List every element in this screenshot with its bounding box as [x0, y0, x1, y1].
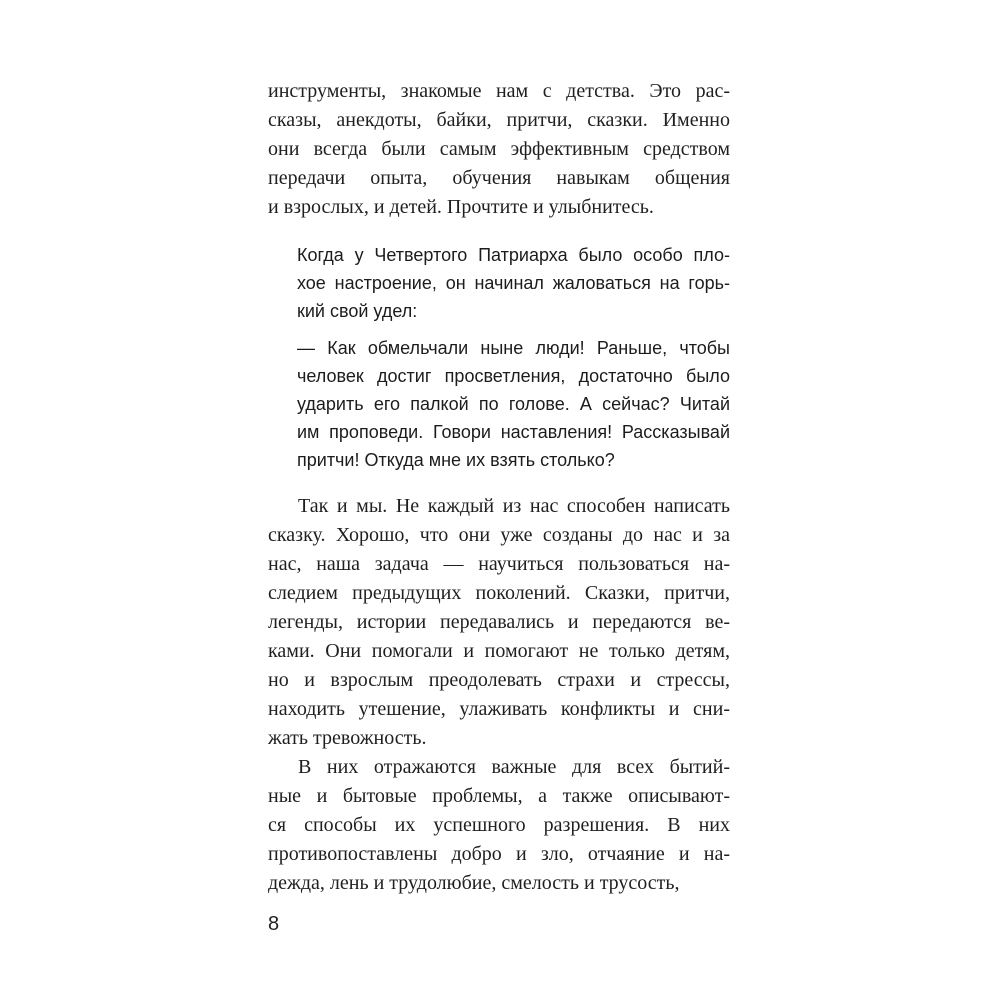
text-line: кий свой удел:	[297, 301, 418, 321]
text-line: В них отражаются важные для всех бытий-	[298, 756, 730, 778]
text-line: следием предыдущих поколений. Сказки, притчи,	[268, 582, 730, 604]
paragraph-quote	[297, 241, 730, 325]
text-line: противопоставлены добро и зло, отчаяние и на-	[268, 843, 730, 865]
text-line: и взрослых, и детей. Прочтите и улыбнитесь.	[268, 196, 654, 218]
text-column	[268, 77, 730, 898]
text-line: Так и мы. Не каждый из нас способен написать	[298, 495, 730, 517]
text-line: передачи опыта, обучения навыкам общения	[268, 167, 730, 189]
text-line: ные и бытовые проблемы, а также описывают-	[268, 785, 730, 807]
text-line: они всегда были самым эффективным средством	[268, 138, 730, 160]
text-line: жать тревожность.	[268, 727, 427, 749]
text-line: ударить его палкой по голове. А сейчас? Читай	[297, 394, 730, 414]
paragraph-quote	[297, 334, 730, 474]
paragraph-body	[268, 77, 730, 222]
text-line: ся способы их успешного разрешения. В них	[268, 814, 730, 836]
text-line: нас, наша задача — научиться пользоваться на-	[268, 553, 730, 575]
paragraph-body	[268, 753, 730, 898]
text-line: им проповеди. Говори наставления! Рассказывай	[297, 422, 730, 442]
text-line: хое настроение, он начинал жаловаться на горь-	[297, 273, 730, 293]
text-line: сказы, анекдоты, байки, притчи, сказки. Именно	[268, 109, 730, 131]
text-line: дежда, лень и трудолюбие, смелость и трусость,	[268, 872, 680, 894]
text-line: сказку. Хорошо, что они уже созданы до нас и за	[268, 524, 730, 546]
text-line: инструменты, знакомые нам с детства. Это рас-	[268, 80, 730, 102]
text-line: человек достиг просветления, достаточно было	[297, 366, 730, 386]
text-line: ками. Они помогали и помогают не только детям,	[268, 640, 730, 662]
text-line: притчи! Откуда мне их взять столько?	[297, 450, 615, 470]
paragraph-body	[268, 492, 730, 753]
text-line: Когда у Четвертого Патриарха было особо пло-	[297, 245, 730, 265]
text-line: — Как обмельчали ныне люди! Раньше, чтобы	[297, 338, 730, 358]
text-line: легенды, истории передавались и передаются ве-	[268, 611, 730, 633]
page-number: 8	[268, 913, 280, 935]
text-line: находить утешение, улаживать конфликты и сни-	[268, 698, 730, 720]
text-line: но и взрослым преодолевать страхи и стрессы,	[268, 669, 730, 691]
